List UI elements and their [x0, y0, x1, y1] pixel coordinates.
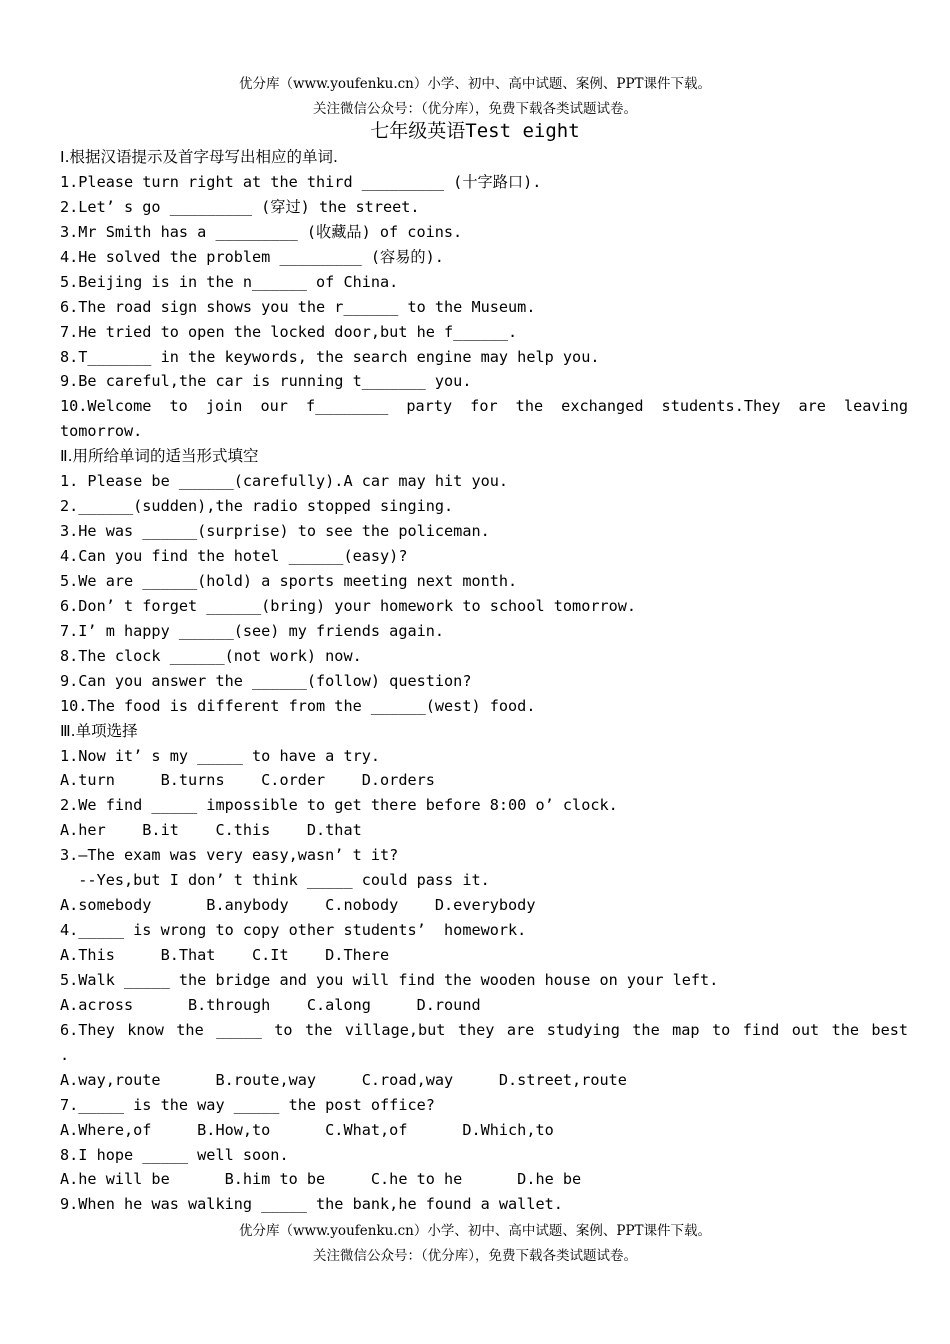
question-line: 4._____ is wrong to copy other students’ homework.: [60, 921, 527, 940]
question-line: 2.______(sudden),the radio stopped singing.: [60, 497, 454, 516]
question-line: 8.I hope _____ well soon.: [60, 1145, 289, 1164]
question-line: 3.He was ______(surprise) to see the policeman.: [60, 522, 490, 541]
question-line: 9.Be careful,the car is running t_______ you.: [60, 372, 472, 391]
question-line: tomorrow.: [60, 422, 143, 441]
question-line: 8.The clock ______(not work) now.: [60, 646, 362, 665]
question-line: 10.Welcome to join our f________ party for the exchanged students.They are leaving: [60, 397, 908, 416]
exam-body: [60, 145, 908, 1217]
options-line: A.way,route B.route,way C.road,way D.street,route: [60, 1070, 627, 1089]
question-line: 2.Let’ s go _________ (穿过) the street.: [60, 197, 420, 216]
question-line: 7.He tried to open the locked door,but he f______.: [60, 322, 518, 341]
question-line: 9.When he was walking _____ the bank,he found a wallet.: [60, 1195, 563, 1214]
question-line: 1.Now it’ s my _____ to have a try.: [60, 746, 381, 765]
question-line: 6.The road sign shows you the r______ to the Museum.: [60, 297, 536, 316]
question-line: 6.They know the _____ to the village,but they are studying the map to find out the best: [60, 1020, 908, 1039]
options-line: A.Where,of B.How,to C.What,of D.Which,to: [60, 1120, 554, 1139]
question-line: 6.Don’ t forget ______(bring) your homework to school tomorrow.: [60, 596, 637, 615]
header-line-1: 优分库（www.youfenku.cn）小学、初中、高中试题、案例、PPT课件下载。: [238, 76, 712, 92]
section-3-heading: Ⅲ.单项选择: [60, 721, 138, 740]
question-line: 5.Walk _____ the bridge and you will find the wooden house on your left.: [60, 970, 719, 989]
section-1-heading: I.根据汉语提示及首字母写出相应的单词.: [60, 148, 338, 166]
question-line: --Yes,but I don’ t think _____ could pass it.: [60, 871, 490, 890]
question-line: 2.We find _____ impossible to get there before 8:00 o’ clock.: [60, 796, 618, 815]
options-line: A.This B.That C.It D.There: [60, 946, 390, 964]
question-line: 7._____ is the way _____ the post office?: [60, 1095, 435, 1114]
question-line: 9.Can you answer the ______(follow) question?: [60, 671, 472, 690]
question-line: 10.The food is different from the ______(west) food.: [60, 696, 536, 715]
options-line: A.across B.through C.along D.round: [60, 995, 481, 1014]
options-line: A.turn B.turns C.order D.orders: [60, 771, 435, 790]
section-2-heading: Ⅱ.用所给单词的适当形式填空: [60, 447, 259, 466]
question-line: 3.—The exam was very easy,wasn’ t it?: [60, 846, 399, 865]
question-line: 7.I’ m happy ______(see) my friends again.: [60, 621, 445, 640]
options-line: A.her B.it C.this D.that: [60, 821, 362, 840]
footer-line-1: 优分库（www.youfenku.cn）小学、初中、高中试题、案例、PPT课件下载。: [238, 1223, 712, 1239]
question-line: 1.Please turn right at the third _________ (十字路口).: [60, 172, 542, 191]
question-line: .: [60, 1045, 70, 1064]
question-line: 5.We are ______(hold) a sports meeting next month.: [60, 571, 518, 590]
footer-line-2: 关注微信公众号：（优分库），免费下载各类试题试卷。: [313, 1248, 637, 1264]
question-line: 5.Beijing is in the n______ of China.: [60, 272, 399, 291]
question-line: 8.T_______ in the keywords, the search engine may help you.: [60, 347, 600, 366]
question-line: 1. Please be ______(carefully).A car may hit you.: [60, 472, 509, 491]
header-line-2: 关注微信公众号：（优分库），免费下载各类试题试卷。: [313, 101, 637, 117]
options-line: A.he will be B.him to be C.he to he D.he be: [60, 1170, 582, 1189]
page-title: 七年级英语Test eight: [370, 120, 580, 142]
question-line: 3.Mr Smith has a _________ (收藏品) of coins.: [60, 222, 463, 241]
question-line: 4.Can you find the hotel ______(easy)?: [60, 547, 408, 565]
options-line: A.somebody B.anybody C.nobody D.everybody: [60, 896, 536, 915]
question-line: 4.He solved the problem _________ (容易的).: [60, 247, 444, 266]
